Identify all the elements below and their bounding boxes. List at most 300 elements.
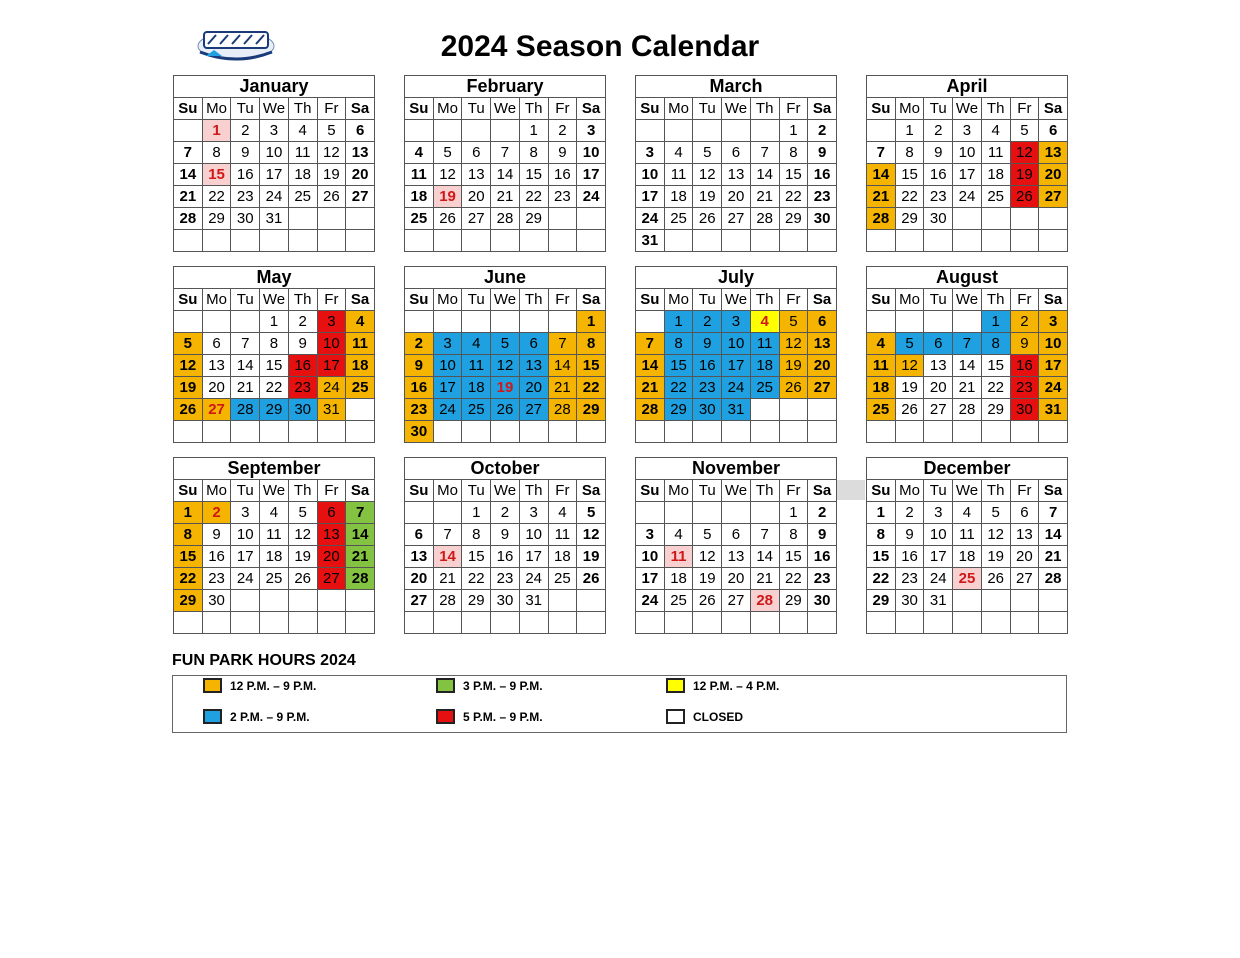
day-cell: 10 xyxy=(317,333,346,355)
day-cell: 9 xyxy=(924,142,953,164)
empty-cell xyxy=(231,230,260,252)
day-cell: 4 xyxy=(867,333,896,355)
day-cell: 29 xyxy=(519,208,548,230)
day-cell: 17 xyxy=(1039,355,1068,377)
day-cell: 13 xyxy=(346,142,375,164)
empty-cell xyxy=(664,230,693,252)
day-cell: 15 xyxy=(174,546,203,568)
day-cell: 21 xyxy=(491,186,520,208)
legend-label: 3 P.M. – 9 P.M. xyxy=(463,678,543,693)
weekday-label: Th xyxy=(750,98,779,120)
day-cell: 10 xyxy=(636,546,665,568)
day-cell: 18 xyxy=(664,186,693,208)
day-cell: 1 xyxy=(779,502,808,524)
empty-cell xyxy=(664,120,693,142)
day-cell: 26 xyxy=(693,590,722,612)
day-cell: 4 xyxy=(664,142,693,164)
day-cell: 11 xyxy=(664,546,693,568)
day-cell: 7 xyxy=(174,142,203,164)
weekday-label: Tu xyxy=(462,98,491,120)
day-cell: 4 xyxy=(548,502,577,524)
weekday-label: Fr xyxy=(779,98,808,120)
day-cell: 18 xyxy=(981,164,1010,186)
weekday-label: We xyxy=(260,98,289,120)
weekday-label: Sa xyxy=(1039,480,1068,502)
day-cell: 31 xyxy=(519,590,548,612)
day-cell: 3 xyxy=(953,120,982,142)
weekday-label: Mo xyxy=(895,480,924,502)
day-cell: 20 xyxy=(722,568,751,590)
empty-cell xyxy=(867,311,896,333)
weekday-label: Tu xyxy=(231,98,260,120)
empty-cell xyxy=(288,230,317,252)
day-cell: 11 xyxy=(750,333,779,355)
empty-cell xyxy=(462,421,491,443)
day-cell: 18 xyxy=(750,355,779,377)
day-cell: 18 xyxy=(462,377,491,399)
empty-cell xyxy=(260,230,289,252)
weekday-label: We xyxy=(722,480,751,502)
weekday-label: Su xyxy=(636,98,665,120)
empty-cell xyxy=(722,612,751,634)
day-cell: 9 xyxy=(693,333,722,355)
day-cell: 14 xyxy=(433,546,462,568)
day-cell: 8 xyxy=(664,333,693,355)
day-cell: 28 xyxy=(953,399,982,421)
day-cell: 22 xyxy=(519,186,548,208)
month-may xyxy=(173,266,375,443)
weekday-label: Mo xyxy=(664,289,693,311)
weekday-label: Mo xyxy=(664,480,693,502)
day-cell: 18 xyxy=(346,355,375,377)
day-cell: 26 xyxy=(1010,186,1039,208)
day-cell: 4 xyxy=(664,524,693,546)
month-february xyxy=(404,75,606,252)
day-cell: 2 xyxy=(405,333,434,355)
legend-label: CLOSED xyxy=(693,709,744,724)
day-cell: 25 xyxy=(867,399,896,421)
day-cell: 12 xyxy=(693,164,722,186)
day-cell: 11 xyxy=(260,524,289,546)
day-cell: 25 xyxy=(664,208,693,230)
day-cell: 13 xyxy=(924,355,953,377)
day-cell: 29 xyxy=(260,399,289,421)
day-cell: 8 xyxy=(260,333,289,355)
day-cell: 29 xyxy=(664,399,693,421)
empty-cell xyxy=(1039,230,1068,252)
weekday-label: Th xyxy=(519,98,548,120)
day-cell: 2 xyxy=(288,311,317,333)
day-cell: 8 xyxy=(779,142,808,164)
day-cell: 30 xyxy=(693,399,722,421)
weekday-label: Tu xyxy=(462,289,491,311)
day-cell: 23 xyxy=(405,399,434,421)
day-cell: 15 xyxy=(202,164,231,186)
empty-cell xyxy=(317,208,346,230)
empty-cell xyxy=(924,421,953,443)
empty-cell xyxy=(231,311,260,333)
day-cell: 30 xyxy=(288,399,317,421)
day-cell: 6 xyxy=(1039,120,1068,142)
day-cell: 21 xyxy=(953,377,982,399)
month-december xyxy=(866,457,1068,634)
day-cell: 19 xyxy=(577,546,606,568)
day-cell: 2 xyxy=(231,120,260,142)
day-cell: 20 xyxy=(808,355,837,377)
day-cell: 23 xyxy=(202,568,231,590)
day-cell: 17 xyxy=(636,568,665,590)
weekday-label: Sa xyxy=(577,98,606,120)
day-cell: 30 xyxy=(231,208,260,230)
day-cell: 22 xyxy=(867,568,896,590)
empty-cell xyxy=(433,311,462,333)
weekday-label: Tu xyxy=(231,289,260,311)
day-cell: 17 xyxy=(317,355,346,377)
empty-cell xyxy=(953,590,982,612)
day-cell: 9 xyxy=(288,333,317,355)
day-cell: 17 xyxy=(577,164,606,186)
empty-cell xyxy=(548,311,577,333)
month-november xyxy=(635,457,837,634)
day-cell: 23 xyxy=(808,568,837,590)
day-cell: 5 xyxy=(693,524,722,546)
day-cell: 5 xyxy=(288,502,317,524)
empty-cell xyxy=(636,120,665,142)
day-cell: 24 xyxy=(577,186,606,208)
empty-cell xyxy=(1010,590,1039,612)
legend-swatch xyxy=(436,709,455,724)
day-cell: 6 xyxy=(924,333,953,355)
day-cell: 18 xyxy=(953,546,982,568)
day-cell: 23 xyxy=(231,186,260,208)
empty-cell xyxy=(1039,612,1068,634)
day-cell: 30 xyxy=(895,590,924,612)
month-name: June xyxy=(405,267,606,289)
day-cell: 25 xyxy=(750,377,779,399)
empty-cell xyxy=(867,230,896,252)
day-cell: 2 xyxy=(202,502,231,524)
weekday-label: Tu xyxy=(693,98,722,120)
empty-cell xyxy=(924,230,953,252)
month-july xyxy=(635,266,837,443)
day-cell: 21 xyxy=(433,568,462,590)
day-cell: 6 xyxy=(462,142,491,164)
day-cell: 26 xyxy=(491,399,520,421)
empty-cell xyxy=(750,502,779,524)
empty-cell xyxy=(693,421,722,443)
empty-cell xyxy=(433,612,462,634)
empty-cell xyxy=(953,311,982,333)
weekday-label: Th xyxy=(519,480,548,502)
day-cell: 12 xyxy=(693,546,722,568)
empty-cell xyxy=(577,421,606,443)
day-cell: 25 xyxy=(260,568,289,590)
day-cell: 19 xyxy=(433,186,462,208)
day-cell: 26 xyxy=(981,568,1010,590)
day-cell: 5 xyxy=(895,333,924,355)
month-name: February xyxy=(405,76,606,98)
day-cell: 9 xyxy=(808,142,837,164)
day-cell: 30 xyxy=(808,590,837,612)
day-cell: 28 xyxy=(231,399,260,421)
day-cell: 6 xyxy=(202,333,231,355)
empty-cell xyxy=(779,399,808,421)
weekday-label: Fr xyxy=(548,98,577,120)
empty-cell xyxy=(895,612,924,634)
day-cell: 16 xyxy=(693,355,722,377)
day-cell: 16 xyxy=(491,546,520,568)
empty-cell xyxy=(288,590,317,612)
legend-item xyxy=(203,709,310,724)
day-cell: 22 xyxy=(779,568,808,590)
empty-cell xyxy=(462,612,491,634)
empty-cell xyxy=(433,502,462,524)
hours-title: FUN PARK HOURS 2024 xyxy=(172,652,356,669)
day-cell: 12 xyxy=(288,524,317,546)
empty-cell xyxy=(693,230,722,252)
empty-cell xyxy=(260,421,289,443)
day-cell: 2 xyxy=(1010,311,1039,333)
day-cell: 15 xyxy=(779,546,808,568)
day-cell: 7 xyxy=(231,333,260,355)
empty-cell xyxy=(693,120,722,142)
day-cell: 22 xyxy=(577,377,606,399)
weekday-label: Fr xyxy=(1010,480,1039,502)
weekday-label: Su xyxy=(405,289,434,311)
weekday-label: Mo xyxy=(433,98,462,120)
empty-cell xyxy=(317,612,346,634)
day-cell: 20 xyxy=(519,377,548,399)
empty-cell xyxy=(750,399,779,421)
day-cell: 27 xyxy=(462,208,491,230)
empty-cell xyxy=(202,421,231,443)
weekday-label: Su xyxy=(867,480,896,502)
day-cell: 27 xyxy=(722,208,751,230)
day-cell: 13 xyxy=(519,355,548,377)
day-cell: 12 xyxy=(491,355,520,377)
day-cell: 29 xyxy=(462,590,491,612)
month-name: September xyxy=(174,458,375,480)
day-cell: 21 xyxy=(750,568,779,590)
day-cell: 15 xyxy=(260,355,289,377)
day-cell: 20 xyxy=(346,164,375,186)
weekday-label: Su xyxy=(636,480,665,502)
weekday-label: Fr xyxy=(317,98,346,120)
weekday-label: Sa xyxy=(346,98,375,120)
legend-swatch xyxy=(203,678,222,693)
empty-cell xyxy=(202,612,231,634)
day-cell: 23 xyxy=(924,186,953,208)
empty-cell xyxy=(462,230,491,252)
day-cell: 9 xyxy=(548,142,577,164)
day-cell: 1 xyxy=(577,311,606,333)
day-cell: 13 xyxy=(808,333,837,355)
hours-legend xyxy=(172,675,1067,733)
day-cell: 23 xyxy=(808,186,837,208)
month-june xyxy=(404,266,606,443)
day-cell: 13 xyxy=(462,164,491,186)
month-name: May xyxy=(174,267,375,289)
weekday-label: We xyxy=(953,98,982,120)
day-cell: 8 xyxy=(867,524,896,546)
empty-cell xyxy=(750,612,779,634)
day-cell: 22 xyxy=(260,377,289,399)
day-cell: 21 xyxy=(346,546,375,568)
weekday-label: Tu xyxy=(924,289,953,311)
weekday-label: Sa xyxy=(577,480,606,502)
empty-cell xyxy=(462,120,491,142)
empty-cell xyxy=(346,208,375,230)
month-name: March xyxy=(636,76,837,98)
weekday-label: Mo xyxy=(202,289,231,311)
day-cell: 26 xyxy=(433,208,462,230)
empty-cell xyxy=(981,230,1010,252)
day-cell: 10 xyxy=(433,355,462,377)
day-cell: 13 xyxy=(722,164,751,186)
day-cell: 20 xyxy=(317,546,346,568)
empty-cell xyxy=(577,230,606,252)
legend-label: 12 P.M. – 9 P.M. xyxy=(230,678,317,693)
day-cell: 1 xyxy=(174,502,203,524)
day-cell: 9 xyxy=(231,142,260,164)
day-cell: 7 xyxy=(750,142,779,164)
day-cell: 24 xyxy=(953,186,982,208)
weekday-label: Fr xyxy=(317,480,346,502)
weekday-label: Sa xyxy=(808,480,837,502)
day-cell: 10 xyxy=(577,142,606,164)
day-cell: 23 xyxy=(1010,377,1039,399)
empty-cell xyxy=(491,230,520,252)
weekday-label: Fr xyxy=(779,480,808,502)
empty-cell xyxy=(174,612,203,634)
month-name: January xyxy=(174,76,375,98)
day-cell: 10 xyxy=(722,333,751,355)
month-name: April xyxy=(867,76,1068,98)
day-cell: 11 xyxy=(981,142,1010,164)
day-cell: 14 xyxy=(491,164,520,186)
weekday-label: Mo xyxy=(202,98,231,120)
month-name: August xyxy=(867,267,1068,289)
day-cell: 4 xyxy=(750,311,779,333)
empty-cell xyxy=(346,399,375,421)
day-cell: 15 xyxy=(981,355,1010,377)
day-cell: 24 xyxy=(1039,377,1068,399)
legend-label: 2 P.M. – 9 P.M. xyxy=(230,709,310,724)
day-cell: 2 xyxy=(548,120,577,142)
day-cell: 29 xyxy=(779,590,808,612)
day-cell: 19 xyxy=(779,355,808,377)
month-march xyxy=(635,75,837,252)
day-cell: 24 xyxy=(924,568,953,590)
day-cell: 19 xyxy=(491,377,520,399)
weekday-label: Fr xyxy=(548,289,577,311)
day-cell: 4 xyxy=(981,120,1010,142)
weekday-label: Tu xyxy=(693,289,722,311)
day-cell: 8 xyxy=(895,142,924,164)
day-cell: 22 xyxy=(202,186,231,208)
weekday-label: Su xyxy=(174,289,203,311)
day-cell: 17 xyxy=(953,164,982,186)
empty-cell xyxy=(1010,421,1039,443)
day-cell: 6 xyxy=(405,524,434,546)
day-cell: 9 xyxy=(491,524,520,546)
empty-cell xyxy=(1010,230,1039,252)
day-cell: 8 xyxy=(981,333,1010,355)
empty-cell xyxy=(808,399,837,421)
day-cell: 30 xyxy=(808,208,837,230)
day-cell: 28 xyxy=(867,208,896,230)
empty-cell xyxy=(433,421,462,443)
day-cell: 4 xyxy=(405,142,434,164)
day-cell: 8 xyxy=(174,524,203,546)
day-cell: 28 xyxy=(636,399,665,421)
legend-item xyxy=(436,709,543,724)
day-cell: 17 xyxy=(924,546,953,568)
day-cell: 22 xyxy=(664,377,693,399)
day-cell: 7 xyxy=(548,333,577,355)
day-cell: 8 xyxy=(462,524,491,546)
empty-cell xyxy=(548,230,577,252)
day-cell: 25 xyxy=(548,568,577,590)
day-cell: 13 xyxy=(722,546,751,568)
day-cell: 3 xyxy=(636,142,665,164)
day-cell: 24 xyxy=(317,377,346,399)
day-cell: 18 xyxy=(288,164,317,186)
day-cell: 4 xyxy=(288,120,317,142)
day-cell: 18 xyxy=(548,546,577,568)
empty-cell xyxy=(808,612,837,634)
day-cell: 28 xyxy=(174,208,203,230)
weekday-label: Fr xyxy=(548,480,577,502)
day-cell: 27 xyxy=(808,377,837,399)
day-cell: 14 xyxy=(750,164,779,186)
day-cell: 15 xyxy=(895,164,924,186)
day-cell: 4 xyxy=(462,333,491,355)
day-cell: 2 xyxy=(491,502,520,524)
day-cell: 3 xyxy=(260,120,289,142)
day-cell: 5 xyxy=(577,502,606,524)
empty-cell xyxy=(317,230,346,252)
day-cell: 7 xyxy=(750,524,779,546)
empty-cell xyxy=(722,230,751,252)
day-cell: 27 xyxy=(1039,186,1068,208)
weekday-label: We xyxy=(953,480,982,502)
empty-cell xyxy=(577,208,606,230)
day-cell: 11 xyxy=(867,355,896,377)
month-name: December xyxy=(867,458,1068,480)
weekday-label: Fr xyxy=(317,289,346,311)
empty-cell xyxy=(577,590,606,612)
weekday-label: Th xyxy=(288,289,317,311)
empty-cell xyxy=(174,120,203,142)
empty-cell xyxy=(1039,421,1068,443)
day-cell: 25 xyxy=(462,399,491,421)
day-cell: 3 xyxy=(722,311,751,333)
day-cell: 25 xyxy=(664,590,693,612)
day-cell: 30 xyxy=(491,590,520,612)
day-cell: 14 xyxy=(750,546,779,568)
empty-cell xyxy=(953,421,982,443)
day-cell: 16 xyxy=(548,164,577,186)
page-title: 2024 Season Calendar xyxy=(440,30,760,63)
day-cell: 10 xyxy=(231,524,260,546)
empty-cell xyxy=(722,120,751,142)
empty-cell xyxy=(202,311,231,333)
day-cell: 14 xyxy=(636,355,665,377)
weekday-label: We xyxy=(491,480,520,502)
day-cell: 28 xyxy=(750,590,779,612)
day-cell: 3 xyxy=(924,502,953,524)
